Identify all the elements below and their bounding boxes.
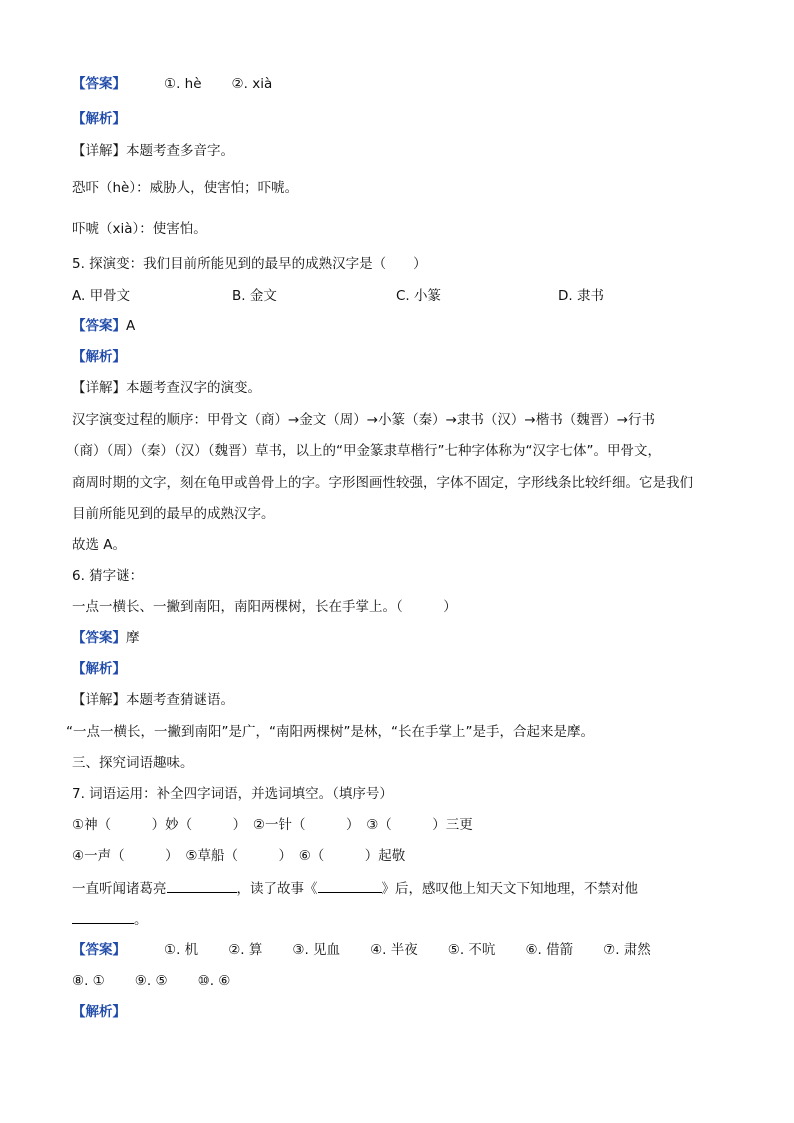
- q5-analysis-label: [72, 349, 126, 365]
- q6-explanation: “一点一横长，一撇到南阳”是广，“南阳两棵树”是林，“长在手掌上”是手，合起来是摩。: [66, 724, 594, 740]
- answer-item: ⑥. 借箭: [525, 942, 574, 958]
- analysis-label: 【解析】: [72, 661, 126, 677]
- q6-answer-line: [72, 630, 140, 646]
- q5-explanation-line: 商周时期的文字，刻在龟甲或兽骨上的字。字形图画性较强，字体不固定，字形线条比较纤细。它是我们: [72, 475, 693, 491]
- analysis-label: 【解析】: [72, 1004, 126, 1020]
- detail-text: 本题考查汉字的演变。: [126, 380, 261, 396]
- analysis-label: 【解析】: [72, 349, 126, 365]
- q7-sentence: [72, 880, 638, 897]
- detail-text: 本题考查多音字。: [126, 143, 234, 159]
- q4-analysis-label: [72, 111, 126, 127]
- q7-answer-line-2: [72, 973, 230, 989]
- option-b: B. 金文: [232, 288, 277, 304]
- q4-detail-line: [72, 143, 234, 159]
- answer-value: 摩: [126, 630, 140, 646]
- q5-conclusion: 故选 A。: [72, 537, 127, 553]
- analysis-label: 【解析】: [72, 111, 126, 127]
- answer-item: ⑩. ⑥: [197, 973, 231, 989]
- q7-answer-line: [72, 942, 651, 958]
- detail-label: 【详解】: [72, 143, 126, 159]
- answer-item: ⑦. 肃然: [603, 942, 651, 958]
- sentence-part: 一直听闻诸葛亮: [72, 881, 167, 897]
- q5-stem: 5. 探演变：我们目前所能见到的最早的成熟汉字是（ ）: [72, 256, 427, 272]
- q6-analysis-label: [72, 661, 126, 677]
- q7-stem: 7. 词语运用：补全四字词语，并选词填空。（填序号）: [72, 786, 393, 802]
- answer-item: ②. 算: [228, 942, 263, 958]
- q6-detail-line: [72, 692, 234, 708]
- answer-label: 【答案】: [72, 76, 126, 92]
- q7-sentence-end: [72, 911, 148, 928]
- fill-blank: [318, 880, 382, 893]
- q5-answer-line: [72, 318, 135, 334]
- answer-item: ①. hè: [164, 76, 202, 92]
- q4-answer-line: [72, 76, 272, 92]
- answer-label: 【答案】: [72, 630, 126, 646]
- q5-detail-line: [72, 380, 261, 396]
- q6-stem: 6. 猜字谜：: [72, 568, 144, 584]
- fill-blank: [72, 911, 134, 924]
- q6-riddle: 一点一横长、一撇到南阳，南阳两棵树，长在手掌上。（ ）: [72, 599, 457, 615]
- option-c: C. 小篆: [396, 288, 442, 304]
- answer-label: 【答案】: [72, 942, 126, 958]
- answer-value: A: [126, 318, 136, 334]
- q7-row2: ④一声（ ） ⑤草船（ ） ⑥（ ）起敬: [72, 848, 406, 864]
- q5-explanation-line: 汉字演变过程的顺序：甲骨文（商）→金文（周）→小篆（秦）→隶书（汉）→楷书（魏晋）→行书: [72, 412, 656, 428]
- answer-item: ②. xià: [231, 76, 273, 92]
- detail-label: 【详解】: [72, 380, 126, 396]
- sentence-part: 》后，感叹他上知天文下知地理，不禁对他: [381, 881, 638, 897]
- option-a: A. 甲骨文: [72, 288, 131, 304]
- sentence-part: 。: [134, 912, 148, 928]
- q5-explanation-line: 目前所能见到的最早的成熟汉字。: [72, 506, 275, 522]
- q5-options: [72, 288, 732, 304]
- detail-label: 【详解】: [72, 692, 126, 708]
- q4-explanation-line: 吓唬（xià）：使害怕。: [72, 221, 207, 237]
- answer-item: ④. 半夜: [370, 942, 418, 958]
- sentence-part: ，读了故事《: [236, 881, 318, 897]
- q4-explanation-line: 恐吓（hè）：威胁人，使害怕；吓唬。: [72, 180, 299, 196]
- answer-label: 【答案】: [72, 318, 126, 334]
- fill-blank: [167, 880, 237, 893]
- detail-text: 本题考查猜谜语。: [126, 692, 234, 708]
- q7-analysis-label: [72, 1004, 126, 1020]
- q5-explanation-line: （商）（周）（秦）（汉）（魏晋）草书，以上的“甲金篆隶草楷行”七种字体称为“汉字七体”。甲骨文，: [66, 443, 661, 459]
- section-title: 三、探究词语趣味。: [72, 755, 194, 771]
- option-d: D. 隶书: [558, 288, 604, 304]
- q7-row1: ①神（ ）妙（ ） ②一针（ ） ③（ ）三更: [72, 817, 473, 833]
- answer-item: ⑧. ①: [72, 973, 105, 989]
- answer-item: ③. 见血: [292, 942, 341, 958]
- answer-item: ⑤. 不吭: [447, 942, 496, 958]
- answer-item: ①. 机: [164, 942, 199, 958]
- answer-item: ⑨. ⑤: [134, 973, 168, 989]
